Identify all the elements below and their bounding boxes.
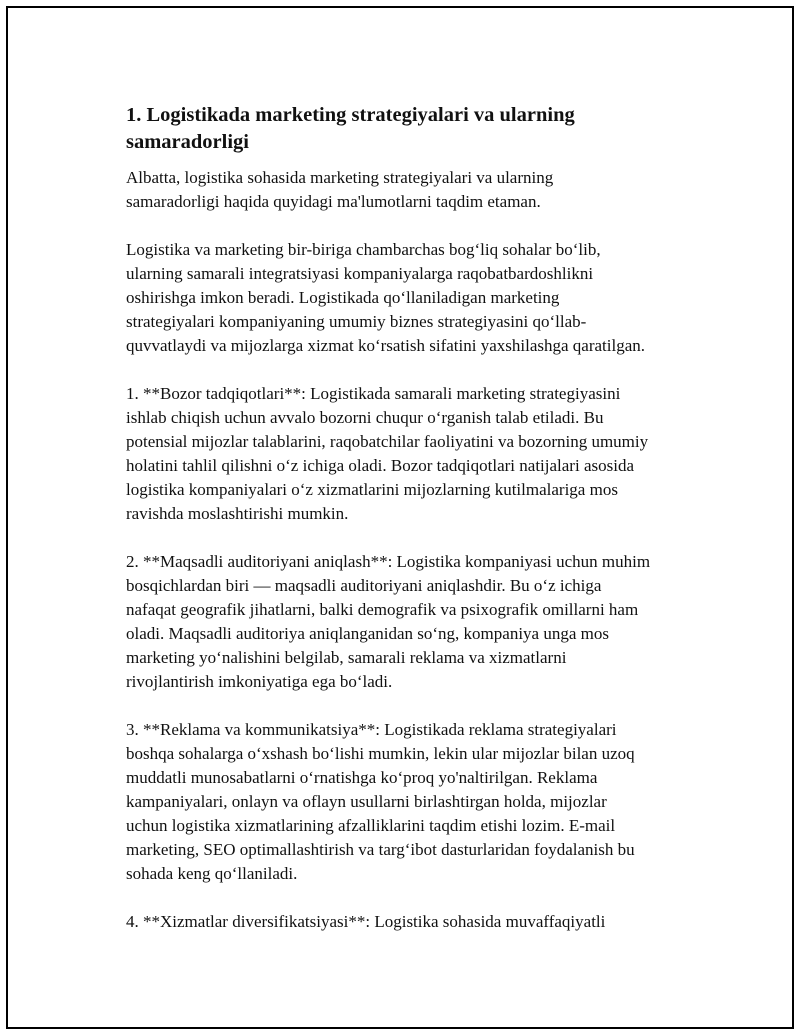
list-item-paragraph bbox=[126, 718, 701, 886]
list-item-paragraph bbox=[126, 910, 701, 934]
text-line: oshirishga imkon beradi. Logistikada qo‘llaniladigan marketing bbox=[126, 288, 560, 307]
text-line: kampaniyalari, onlayn va oflayn usullarni birlashtirgan holda, mijozlar bbox=[126, 792, 607, 811]
text-line: rivojlantirish imkoniyatiga ega bo‘ladi. bbox=[126, 672, 393, 691]
text-line: holatini tahlil qilishni o‘z ichiga oladi. Bozor tadqiqotlari natijalari asosida bbox=[126, 456, 634, 475]
text-line: 4. **Xizmatlar diversifikatsiyasi**: Logistika sohasida muvaffaqiyatli bbox=[126, 912, 606, 931]
text-line: muddatli munosabatlarni o‘rnatishga ko‘proq yo'naltirilgan. Reklama bbox=[126, 768, 598, 787]
text-line: sohada keng qo‘llaniladi. bbox=[126, 864, 298, 883]
text-line: 2. **Maqsadli auditoriyani aniqlash**: Logistika kompaniyasi uchun muhim bbox=[126, 552, 651, 571]
text-line: ularning samarali integratsiyasi kompaniyalarga raqobatbardoshlikni bbox=[126, 264, 594, 283]
intro-paragraph bbox=[126, 166, 701, 214]
text-line: quvvatlaydi va mijozlarga xizmat ko‘rsatish sifatini yaxshilashga qaratilgan. bbox=[126, 336, 645, 355]
text-line: uchun logistika xizmatlarining afzalliklarini taqdim etishi lozim. E-mail bbox=[126, 816, 616, 835]
text-line: ishlab chiqish uchun avvalo bozorni chuqur o‘rganish talab etiladi. Bu bbox=[126, 408, 604, 427]
text-line: boshqa sohalarga o‘xshash bo‘lishi mumkin, lekin ular mijozlar bilan uzoq bbox=[126, 744, 635, 763]
text-line: bosqichlardan biri — maqsadli auditoriyani aniqlashdir. Bu o‘z ichiga bbox=[126, 576, 602, 595]
list-item-paragraph bbox=[126, 382, 701, 526]
text-line: ravishda moslashtirishi mumkin. bbox=[126, 504, 349, 523]
text-line: marketing, SEO optimallashtirish va targ‘ibot dasturlaridan foydalanish bu bbox=[126, 840, 635, 859]
text-line: potensial mijozlar talablarini, raqobatchilar faoliyatini va bozorning umumiy bbox=[126, 432, 649, 451]
page-frame bbox=[6, 6, 794, 1029]
text-line: 1. **Bozor tadqiqotlari**: Logistikada samarali marketing strategiyasini bbox=[126, 384, 621, 403]
document-body bbox=[126, 102, 701, 958]
text-line: oladi. Maqsadli auditoriya aniqlanganidan so‘ng, kompaniya unga mos bbox=[126, 624, 609, 643]
text-line: logistika kompaniyalari o‘z xizmatlarini mijozlarning kutilmalariga mos bbox=[126, 480, 618, 499]
text-line: Logistika va marketing bir-biriga chambarchas bog‘liq sohalar bo‘lib, bbox=[126, 240, 601, 259]
heading-line: 1. Logistikada marketing strategiyalari va ularning bbox=[126, 104, 575, 126]
text-line: samaradorligi haqida quyidagi ma'lumotlarni taqdim etaman. bbox=[126, 192, 541, 211]
heading-line: samaradorligi bbox=[126, 131, 249, 153]
text-line: 3. **Reklama va kommunikatsiya**: Logistikada reklama strategiyalari bbox=[126, 720, 617, 739]
document-heading bbox=[126, 102, 701, 156]
text-line: nafaqat geografik jihatlarni, balki demografik va psixografik omillarni ham bbox=[126, 600, 639, 619]
text-line: marketing yo‘nalishini belgilab, samarali reklama va xizmatlarni bbox=[126, 648, 567, 667]
text-line: Albatta, logistika sohasida marketing strategiyalari va ularning bbox=[126, 168, 554, 187]
list-item-paragraph bbox=[126, 550, 701, 694]
overview-paragraph bbox=[126, 238, 701, 358]
text-line: strategiyalari kompaniyaning umumiy biznes strategiyasini qo‘llab- bbox=[126, 312, 587, 331]
